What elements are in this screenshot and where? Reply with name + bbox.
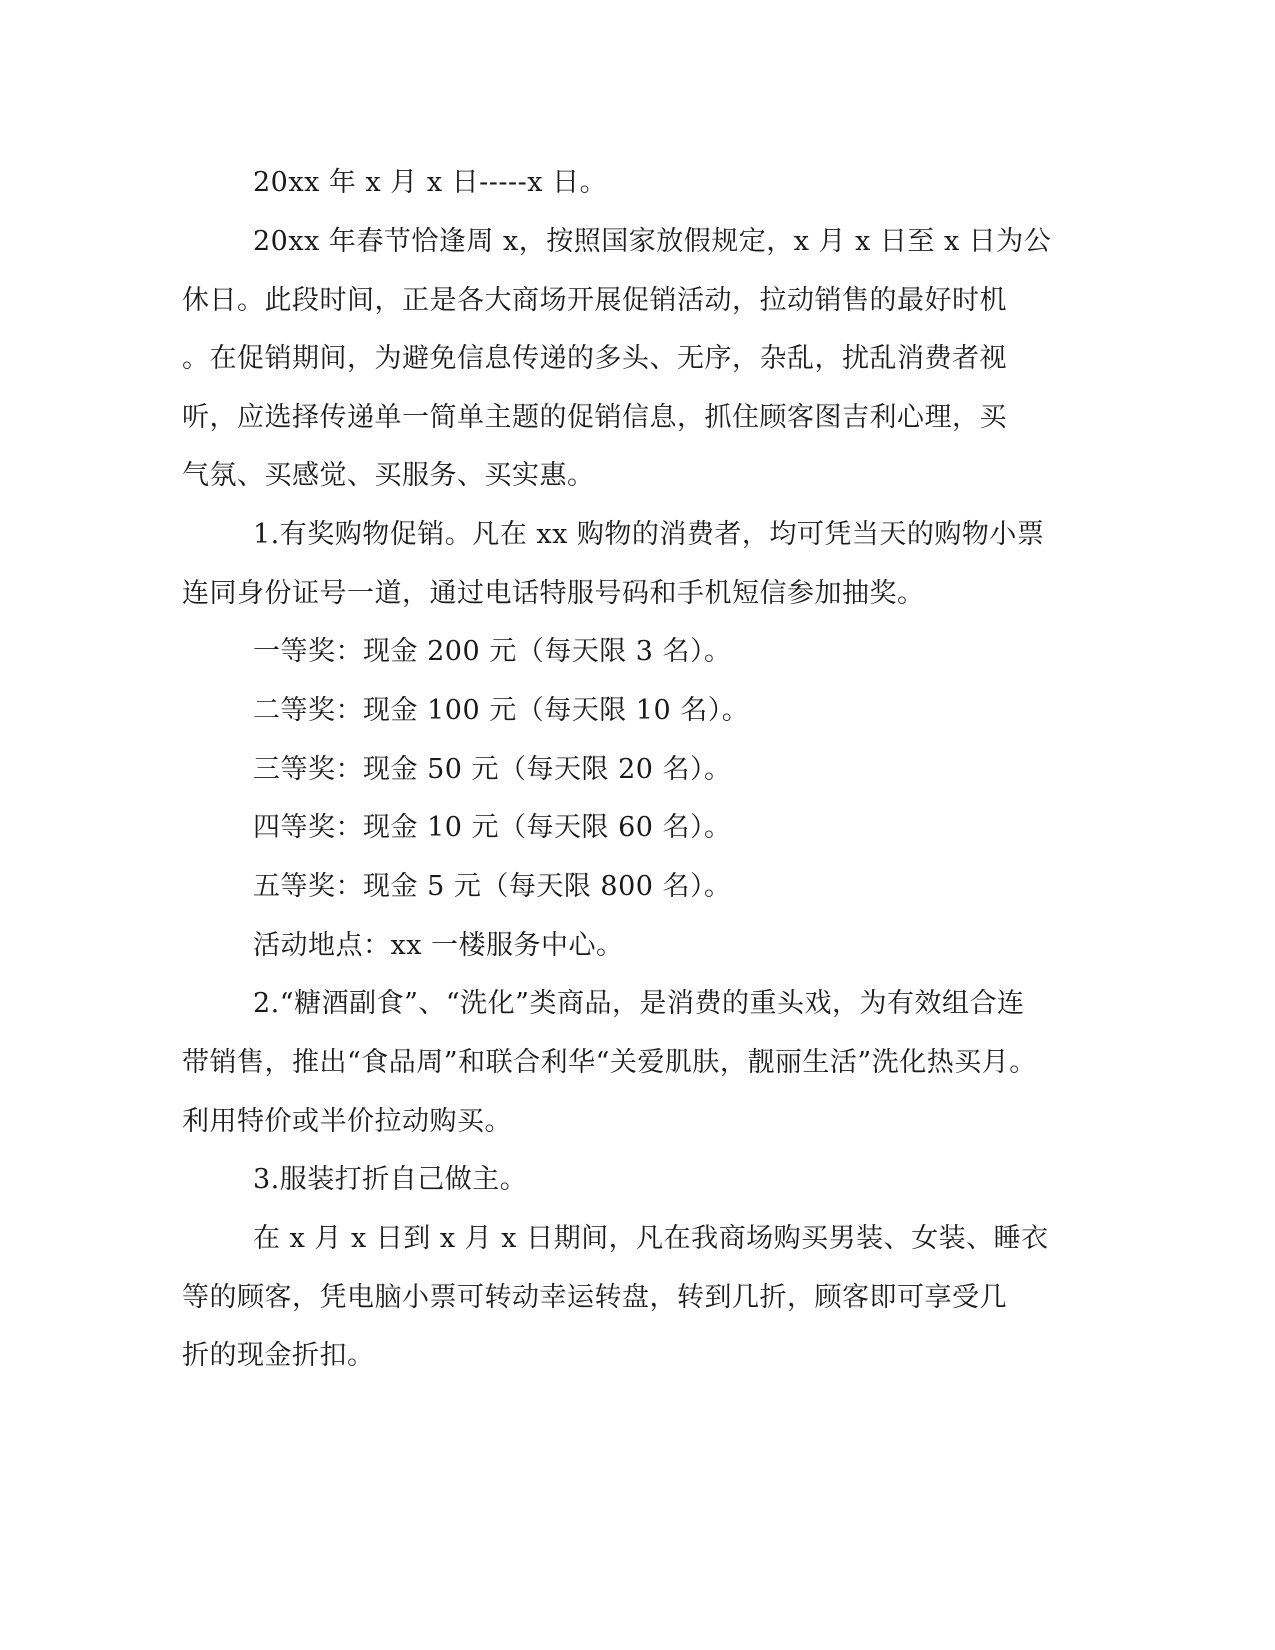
paragraph-intro-line-4: 听，应选择传递单一简单主题的促销信息，抓住顾客图吉利心理，买 <box>182 402 1007 433</box>
item-1-line-2: 连同身份证号一道，通过电话特服号码和手机短信参加抽奖。 <box>182 578 925 609</box>
prize-fourth: 四等奖：现金 10 元（每天限 60 名）。 <box>253 812 732 843</box>
prize-second: 二等奖：现金 100 元（每天限 10 名）。 <box>253 695 750 726</box>
prize-fifth: 五等奖：现金 5 元（每天限 800 名）。 <box>253 871 732 902</box>
item-2-line-3: 利用特价或半价拉动购买。 <box>182 1106 512 1137</box>
prize-first: 一等奖：现金 200 元（每天限 3 名）。 <box>253 636 732 667</box>
item-2-line-1: 2.“糖酒副食”、“洗化”类商品，是消费的重头戏，为有效组合连 <box>253 988 1025 1019</box>
date-range-line: 20xx 年 x 月 x 日-----x 日。 <box>253 167 608 198</box>
item-3-line-2: 等的顾客，凭电脑小票可转动幸运转盘，转到几折，顾客即可享受几 <box>182 1282 1007 1313</box>
paragraph-intro-line-5: 气氛、买感觉、买服务、买实惠。 <box>182 460 595 491</box>
paragraph-intro-line-3: 。在促销期间，为避免信息传递的多头、无序，杂乱，扰乱消费者视 <box>182 343 1007 374</box>
item-3-line-1: 在 x 月 x 日到 x 月 x 日期间，凡在我商场购买男装、女装、睡衣 <box>253 1223 1049 1254</box>
item-3-line-3: 折的现金折扣。 <box>182 1340 375 1371</box>
prize-third: 三等奖：现金 50 元（每天限 20 名）。 <box>253 754 732 785</box>
event-location: 活动地点：xx 一楼服务中心。 <box>253 930 624 961</box>
paragraph-intro-line-2: 休日。此段时间，正是各大商场开展促销活动，拉动销售的最好时机 <box>182 285 1007 316</box>
item-2-line-2: 带销售，推出“食品周”和联合利华“关爱肌肤，靓丽生活”洗化热买月。 <box>182 1047 1037 1078</box>
item-1-line-1: 1.有奖购物促销。凡在 xx 购物的消费者，均可凭当天的购物小票 <box>253 519 1045 550</box>
item-3-heading: 3.服装打折自己做主。 <box>253 1164 528 1195</box>
paragraph-intro-line-1: 20xx 年春节恰逢周 x，按照国家放假规定，x 月 x 日至 x 日为公 <box>253 226 1052 257</box>
